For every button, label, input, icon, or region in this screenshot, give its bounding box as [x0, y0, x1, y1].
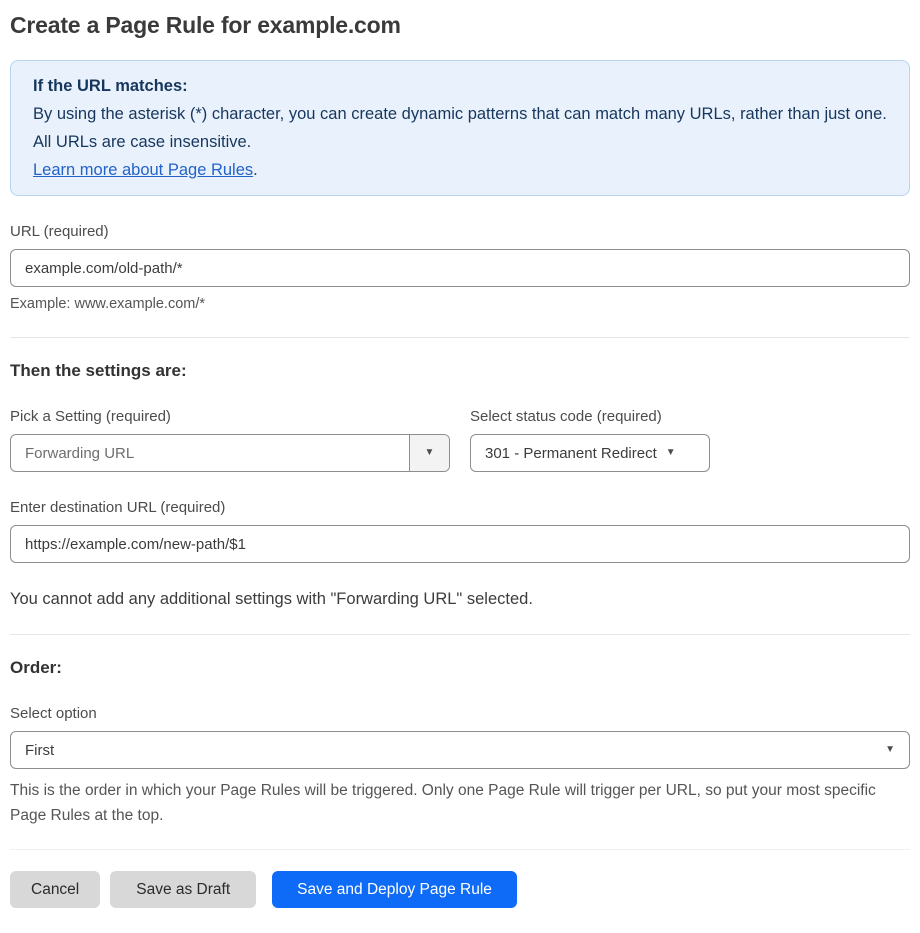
status-code-label: Select status code (required) — [470, 408, 662, 425]
cancel-button[interactable]: Cancel — [10, 871, 100, 908]
section-divider — [10, 634, 910, 635]
save-draft-button[interactable]: Save as Draft — [110, 871, 256, 908]
setting-picker[interactable] — [10, 434, 450, 472]
section-divider — [10, 337, 910, 338]
actions-divider — [10, 849, 910, 850]
settings-heading: Then the settings are: — [10, 361, 187, 380]
chevron-down-icon: ▼ — [885, 744, 895, 755]
setting-picker-value[interactable]: Forwarding URL — [25, 444, 135, 462]
setting-picker-column — [10, 381, 450, 472]
status-code-select[interactable] — [470, 434, 710, 472]
url-match-info-box — [10, 60, 910, 196]
page-title: Create a Page Rule for example.com — [10, 12, 401, 38]
setting-picker-label: Pick a Setting (required) — [10, 408, 171, 425]
info-box-link-line — [33, 156, 887, 184]
url-label: URL (required) — [10, 223, 109, 240]
chevron-down-icon: ▼ — [665, 447, 676, 458]
order-select-value: First — [25, 741, 55, 759]
page-rule-form — [0, 12, 920, 908]
settings-note: You cannot add any additional settings with "Forwarding URL" selected. — [10, 590, 533, 608]
status-code-value: 301 - Permanent Redirect — [485, 444, 657, 462]
order-hint: This is the order in which your Page Rules will be triggered. Only one Page Rule will trigger per URL, so put your most specific Page Rules at the top. — [10, 782, 876, 824]
chevron-down-icon: ▼ — [424, 447, 435, 458]
destination-label: Enter destination URL (required) — [10, 499, 226, 516]
link-suffix: . — [253, 161, 258, 179]
destination-input[interactable] — [10, 525, 910, 563]
order-heading: Order: — [10, 658, 62, 677]
settings-selects-row — [10, 381, 910, 472]
url-input[interactable] — [10, 249, 910, 287]
info-box-heading: If the URL matches: — [33, 77, 188, 95]
status-code-column — [470, 381, 710, 472]
learn-more-link[interactable]: Learn more about Page Rules — [33, 161, 254, 179]
form-actions — [10, 871, 910, 908]
url-hint: Example: www.example.com/* — [10, 296, 206, 312]
order-select-label: Select option — [10, 705, 97, 722]
setting-picker-arrow-button[interactable] — [409, 435, 449, 471]
info-box-body: By using the asterisk (*) character, you can create dynamic patterns that can match many URLs, rather than just one. All URLs are case insensitive. — [33, 105, 887, 151]
save-deploy-button[interactable]: Save and Deploy Page Rule — [272, 871, 517, 908]
order-select[interactable] — [10, 731, 910, 769]
